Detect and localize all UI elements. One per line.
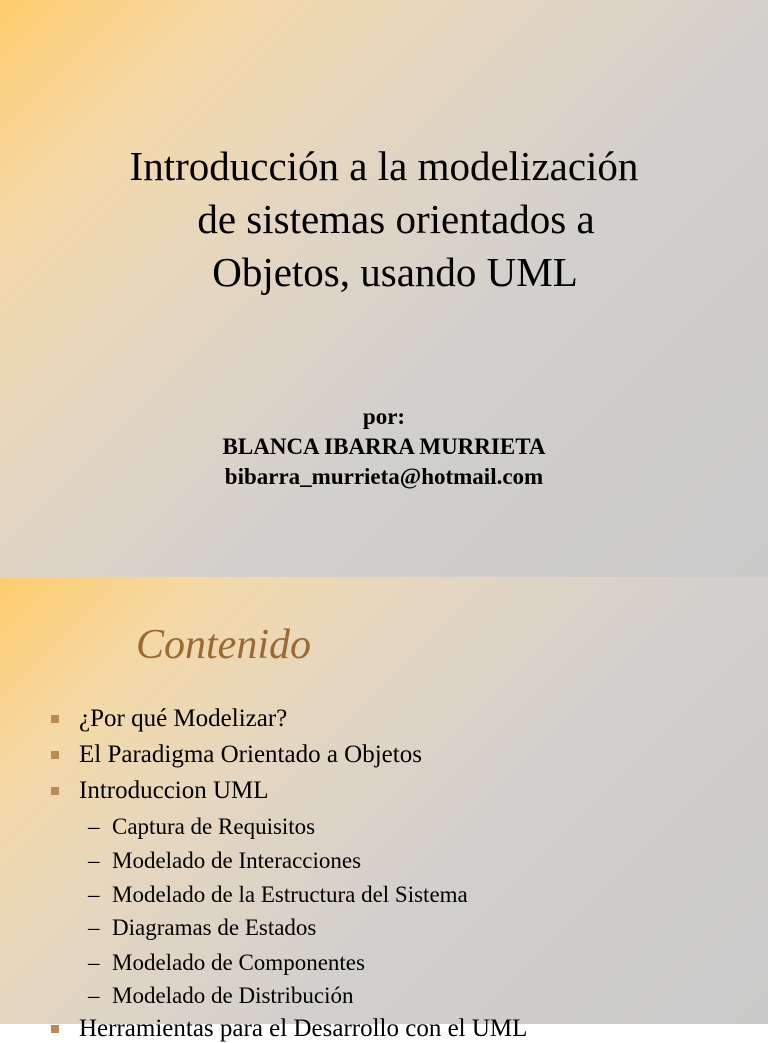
list-item-label: El Paradigma Orientado a Objetos: [79, 741, 422, 768]
by-label: por:: [362, 404, 406, 429]
slide-title: [0, 140, 768, 299]
author-block: [0, 402, 768, 492]
sub-list-item-label: Diagramas de Estados: [112, 915, 317, 940]
title-line-3: Objetos, usando UML: [212, 249, 578, 295]
contents-slide: [0, 577, 768, 1042]
dash-bullet: –: [88, 950, 100, 975]
title-line-2: de sistemas orientados a: [197, 196, 595, 242]
sub-list-item-label: Modelado de la Estructura del Sistema: [112, 882, 468, 907]
square-bullet-icon: [51, 1025, 59, 1033]
dash-bullet: –: [88, 814, 100, 839]
title-line-1: Introducción a la modelización: [129, 143, 639, 189]
square-bullet-icon: [51, 715, 59, 723]
dash-bullet: –: [88, 882, 100, 907]
list-item-label: ¿Por qué Modelizar?: [79, 705, 288, 732]
list-item-label: Herramientas para el Desarrollo con el UML: [79, 1015, 528, 1042]
dash-bullet: –: [88, 915, 100, 940]
sub-list-item-label: Captura de Requisitos: [112, 814, 316, 839]
contents-title: Contenido: [136, 622, 311, 668]
sub-list-item-label: Modelado de Interacciones: [112, 848, 362, 873]
dash-bullet: –: [88, 983, 100, 1008]
square-bullet-icon: [51, 787, 59, 795]
sub-list-item-label: Modelado de Distribución: [112, 983, 354, 1008]
sub-list-item-label: Modelado de Componentes: [112, 950, 365, 975]
list-item-label: Introduccion UML: [79, 777, 269, 804]
dash-bullet: –: [88, 848, 100, 873]
author-name: BLANCA IBARRA MURRIETA: [222, 434, 546, 459]
square-bullet-icon: [51, 751, 59, 759]
author-email: bibarra_murrieta@hotmail.com: [224, 464, 544, 489]
